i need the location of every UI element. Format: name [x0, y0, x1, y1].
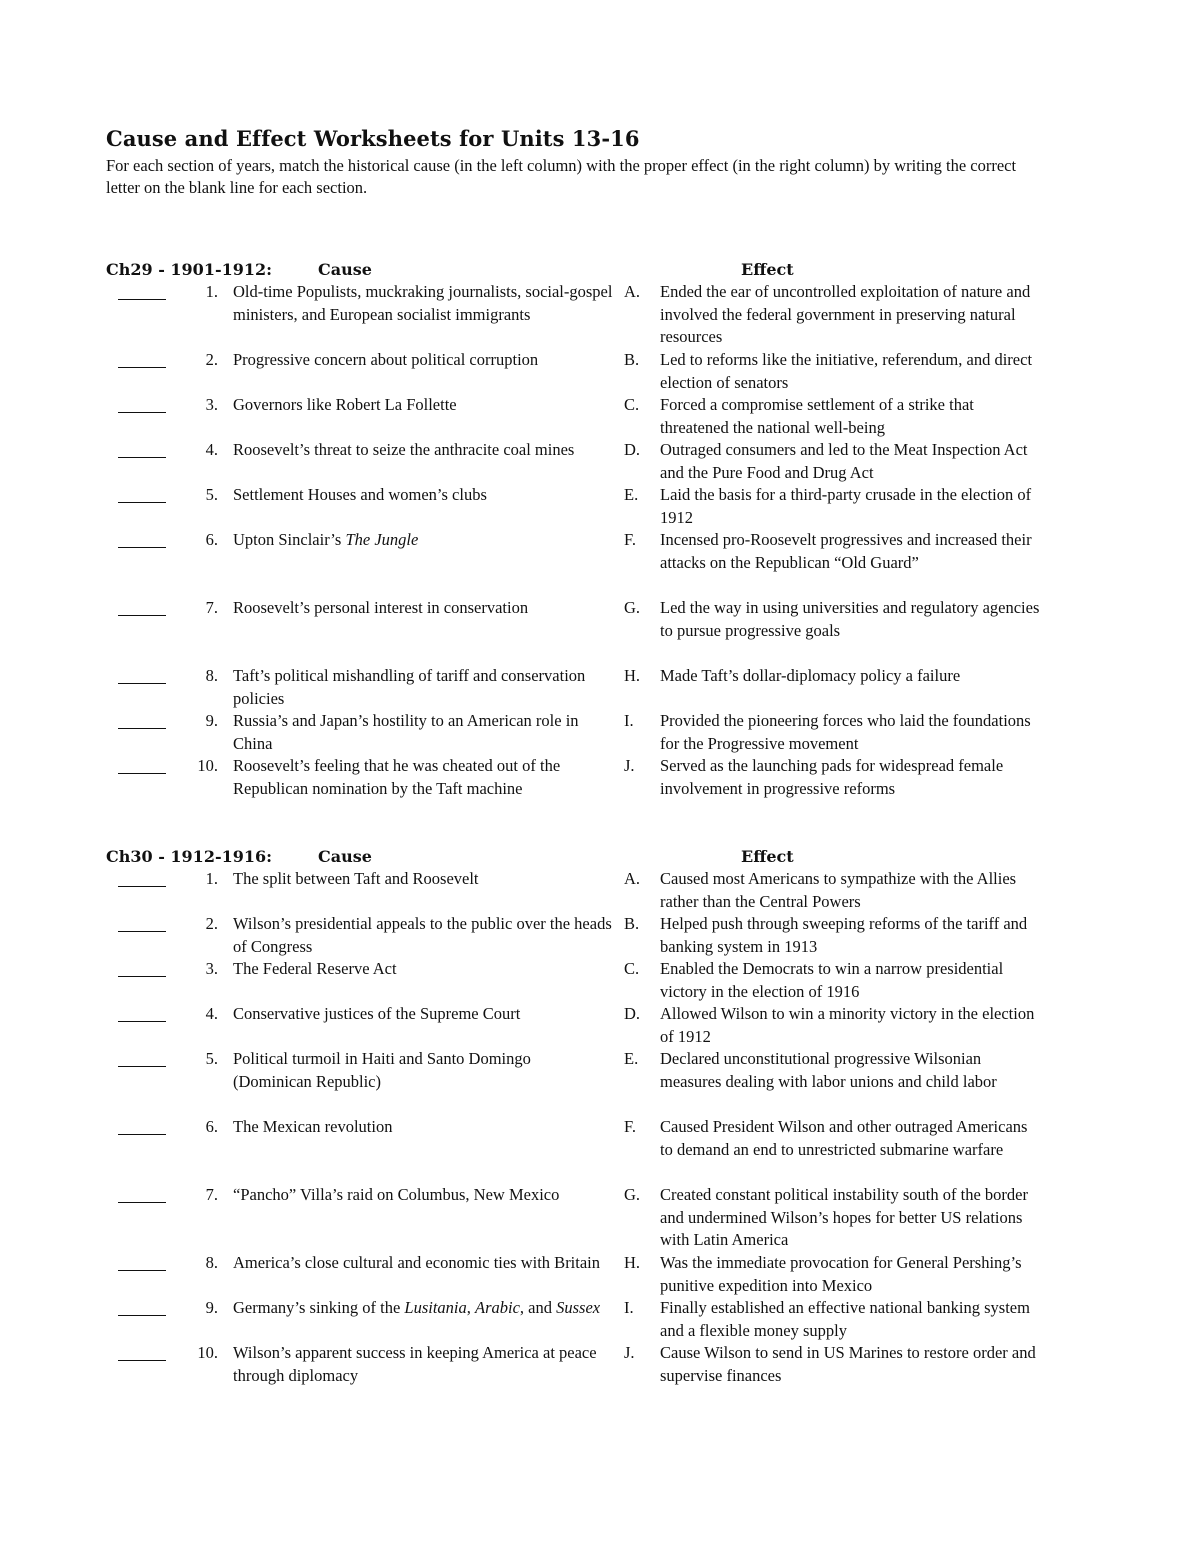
answer-blank[interactable] — [118, 1252, 166, 1271]
effect-letter: B. — [624, 914, 640, 933]
cause-number: 4. — [205, 1004, 218, 1023]
effect-letter: G. — [624, 1185, 641, 1204]
effect-letter: J. — [624, 1343, 635, 1362]
match-row — [106, 281, 1066, 349]
effect-text: Made Taft’s dollar-diplomacy policy a failure — [660, 666, 961, 685]
effect-letter: F. — [624, 530, 636, 549]
match-row — [106, 1048, 1066, 1116]
effect-letter: B. — [624, 350, 640, 369]
effect-text: Forced a compromise settlement of a strike that threatened the national well-being — [660, 395, 974, 437]
cause-text: The Federal Reserve Act — [233, 959, 397, 978]
effect-text: Outraged consumers and led to the Meat Inspection Act and the Pure Food and Drug Act — [660, 440, 1028, 482]
cause-number: 6. — [205, 1117, 218, 1136]
answer-blank[interactable] — [118, 529, 166, 548]
answer-blank[interactable] — [118, 484, 166, 503]
answer-blank[interactable] — [118, 281, 166, 300]
match-rows — [106, 281, 1066, 823]
effect-text: Led the way in using universities and regulatory agencies to pursue progressive goals — [660, 598, 1040, 640]
cause-column-header: Cause — [318, 260, 372, 279]
cause-number: 6. — [205, 530, 218, 549]
effect-text: Caused most Americans to sympathize with the Allies rather than the Central Powers — [660, 869, 1017, 911]
match-row — [106, 1297, 1066, 1342]
cause-number: 7. — [205, 1185, 218, 1204]
match-row — [106, 868, 1066, 913]
section-header — [106, 845, 1066, 868]
cause-text: Germany’s sinking of the Lusitania, Arabic, and Sussex — [233, 1298, 601, 1317]
section-title: Ch29 - 1901-1912: — [106, 260, 273, 279]
cause-number: 1. — [205, 282, 218, 301]
effect-text: Caused President Wilson and other outraged Americans to demand an end to unrestricted submarine warfare — [660, 1117, 1028, 1159]
cause-number: 7. — [205, 598, 218, 617]
effect-column-header: Effect — [741, 847, 794, 866]
cause-text: Roosevelt’s personal interest in conservation — [233, 598, 529, 617]
effect-letter: C. — [624, 959, 640, 978]
answer-blank[interactable] — [118, 439, 166, 458]
match-row — [106, 484, 1066, 529]
cause-number: 1. — [205, 869, 218, 888]
match-row — [106, 958, 1066, 1003]
cause-column-header: Cause — [318, 847, 372, 866]
answer-blank[interactable] — [118, 1297, 166, 1316]
cause-number: 3. — [205, 395, 218, 414]
cause-text: Wilson’s presidential appeals to the public over the heads of Congress — [233, 914, 612, 956]
effect-letter: A. — [624, 282, 641, 301]
match-row — [106, 394, 1066, 439]
cause-number: 5. — [205, 485, 218, 504]
cause-number: 2. — [205, 914, 218, 933]
section-header — [106, 258, 1066, 281]
match-row — [106, 529, 1066, 597]
effect-letter: F. — [624, 1117, 636, 1136]
answer-blank[interactable] — [118, 597, 166, 616]
effect-letter: D. — [624, 440, 641, 459]
answer-blank[interactable] — [118, 913, 166, 932]
match-row — [106, 349, 1066, 394]
match-row — [106, 913, 1066, 958]
effect-text: Laid the basis for a third-party crusade in the election of 1912 — [660, 485, 1032, 527]
match-row — [106, 1003, 1066, 1048]
cause-text: Conservative justices of the Supreme Court — [233, 1004, 521, 1023]
effect-letter: I. — [624, 1298, 634, 1317]
cause-text: The split between Taft and Roosevelt — [233, 869, 479, 888]
match-row — [106, 597, 1066, 665]
effect-column-header: Effect — [741, 260, 794, 279]
answer-blank[interactable] — [118, 394, 166, 413]
section-ch30 — [106, 845, 1066, 1387]
cause-text: Settlement Houses and women’s clubs — [233, 485, 487, 504]
cause-number: 8. — [205, 666, 218, 685]
answer-blank[interactable] — [118, 755, 166, 774]
effect-text: Enabled the Democrats to win a narrow presidential victory in the election of 1916 — [660, 959, 1004, 1001]
match-row — [106, 439, 1066, 484]
effect-text: Ended the ear of uncontrolled exploitation of nature and involved the federal government in preserving natural resources — [660, 282, 1031, 347]
cause-number: 9. — [205, 1298, 218, 1317]
cause-text: Political turmoil in Haiti and Santo Domingo (Dominican Republic) — [233, 1049, 531, 1091]
effect-text: Finally established an effective national banking system and a flexible money supply — [660, 1298, 1030, 1340]
worksheet-page — [106, 126, 1066, 1387]
match-row — [106, 1252, 1066, 1297]
cause-text: America’s close cultural and economic ties with Britain — [233, 1253, 601, 1272]
effect-letter: H. — [624, 666, 641, 685]
cause-number: 9. — [205, 711, 218, 730]
cause-text: Governors like Robert La Follette — [233, 395, 457, 414]
answer-blank[interactable] — [118, 1342, 166, 1361]
effect-letter: D. — [624, 1004, 641, 1023]
effect-text: Declared unconstitutional progressive Wilsonian measures dealing with labor unions and child labor — [660, 1049, 997, 1091]
answer-blank[interactable] — [118, 665, 166, 684]
effect-letter: G. — [624, 598, 641, 617]
effect-letter: E. — [624, 485, 639, 504]
answer-blank[interactable] — [118, 710, 166, 729]
effect-text: Created constant political instability south of the border and undermined Wilson’s hopes for better US relations with Latin America — [660, 1185, 1028, 1250]
match-row — [106, 1116, 1066, 1184]
effect-text: Allowed Wilson to win a minority victory in the election of 1912 — [660, 1004, 1035, 1046]
cause-text: Progressive concern about political corruption — [233, 350, 539, 369]
cause-text: Roosevelt’s threat to seize the anthracite coal mines — [233, 440, 575, 459]
effect-text: Incensed pro-Roosevelt progressives and increased their attacks on the Republican “Old Guard” — [660, 530, 1032, 572]
effect-letter: I. — [624, 711, 634, 730]
answer-blank[interactable] — [118, 349, 166, 368]
effect-letter: E. — [624, 1049, 639, 1068]
answer-blank[interactable] — [118, 1003, 166, 1022]
cause-number: 5. — [205, 1049, 218, 1068]
cause-text: Taft’s political mishandling of tariff and conservation policies — [233, 666, 586, 708]
effect-text: Helped push through sweeping reforms of the tariff and banking system in 1913 — [660, 914, 1028, 956]
effect-text: Cause Wilson to send in US Marines to restore order and supervise finances — [660, 1343, 1036, 1385]
section-ch29 — [106, 258, 1066, 823]
effect-text: Was the immediate provocation for General Pershing’s punitive expedition into Mexico — [660, 1253, 1022, 1295]
cause-text: “Pancho” Villa’s raid on Columbus, New Mexico — [233, 1185, 560, 1204]
match-row — [106, 710, 1066, 755]
effect-letter: C. — [624, 395, 640, 414]
effect-letter: J. — [624, 756, 635, 775]
cause-text: Old-time Populists, muckraking journalists, social-gospel ministers, and European socialist immigrants — [233, 282, 613, 324]
match-rows — [106, 868, 1066, 1387]
instructions: For each section of years, match the historical cause (in the left column) with the proper effect (in the right column) by writing the correct letter on the blank line for each section. — [106, 156, 1017, 197]
cause-text: Russia’s and Japan’s hostility to an American role in China — [233, 711, 579, 753]
cause-text: Upton Sinclair’s The Jungle — [233, 530, 419, 549]
match-row — [106, 755, 1066, 823]
match-row — [106, 665, 1066, 710]
match-row — [106, 1342, 1066, 1387]
answer-blank[interactable] — [118, 1184, 166, 1203]
answer-blank[interactable] — [118, 1116, 166, 1135]
page-title: Cause and Effect Worksheets for Units 13-16 — [106, 126, 640, 151]
cause-text: Wilson’s apparent success in keeping America at peace through diplomacy — [233, 1343, 597, 1385]
effect-text: Served as the launching pads for widespread female involvement in progressive reforms — [660, 756, 1004, 798]
cause-number: 2. — [205, 350, 218, 369]
cause-text: Roosevelt’s feeling that he was cheated out of the Republican nomination by the Taft machine — [233, 756, 561, 798]
cause-number: 10. — [197, 756, 218, 775]
effect-letter: A. — [624, 869, 641, 888]
cause-number: 10. — [197, 1343, 218, 1362]
section-title: Ch30 - 1912-1916: — [106, 847, 273, 866]
cause-number: 8. — [205, 1253, 218, 1272]
match-row — [106, 1184, 1066, 1252]
answer-blank[interactable] — [118, 1048, 166, 1067]
answer-blank[interactable] — [118, 868, 166, 887]
answer-blank[interactable] — [118, 958, 166, 977]
cause-text: The Mexican revolution — [233, 1117, 393, 1136]
cause-number: 3. — [205, 959, 218, 978]
cause-number: 4. — [205, 440, 218, 459]
effect-letter: H. — [624, 1253, 641, 1272]
effect-text: Led to reforms like the initiative, referendum, and direct election of senators — [660, 350, 1033, 392]
effect-text: Provided the pioneering forces who laid the foundations for the Progressive movement — [660, 711, 1031, 753]
